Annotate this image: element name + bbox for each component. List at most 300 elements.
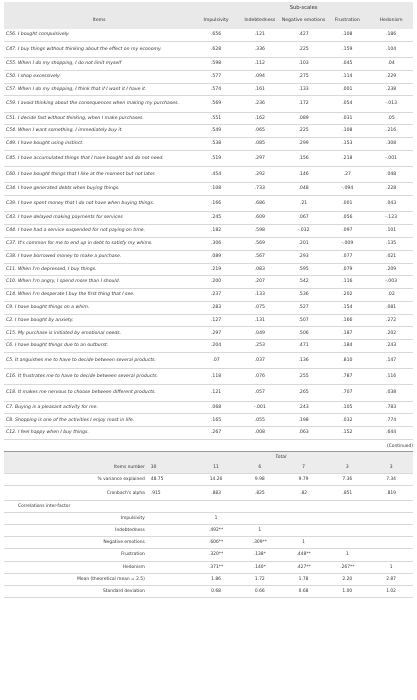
total-value <box>149 500 194 512</box>
loading-value: .161 <box>238 83 282 96</box>
column-header-frustration: Frustration <box>325 13 369 29</box>
loading-value: .207 <box>238 276 282 289</box>
table-row <box>4 369 413 385</box>
subscale-stat-value: .82 <box>282 486 326 500</box>
loading-value: .454 <box>194 167 238 183</box>
total-row <box>4 573 413 585</box>
subscale-stat-value: 0.68 <box>282 585 326 597</box>
loading-value: .519 <box>194 150 238 166</box>
subscale-stat-value <box>325 512 369 524</box>
table-row <box>4 353 413 369</box>
loading-value: .172 <box>282 96 326 112</box>
total-row <box>4 512 413 524</box>
loading-value: .055 <box>238 414 282 427</box>
table-row <box>4 196 413 212</box>
loading-value: .527 <box>282 301 326 314</box>
loading-value: .255 <box>282 369 326 385</box>
item-text: C60. I have bought things that I like at the moment but not later. <box>4 167 194 183</box>
loading-value: -.123 <box>369 212 413 225</box>
table-row <box>4 83 413 96</box>
table-row <box>4 150 413 166</box>
item-text: C2. I have bought by anxiety. <box>4 314 194 327</box>
loading-value: .146 <box>282 167 326 183</box>
total-row-label: Correlations inter-factor <box>4 500 149 512</box>
subscales-title: Sub-scales <box>194 2 413 13</box>
loading-value: .067 <box>282 212 326 225</box>
item-text: C14. When I'm desperate I buy the first thing that I see. <box>4 289 194 302</box>
loading-value: .243 <box>282 401 326 414</box>
subscale-stat-value: .448** <box>282 549 326 561</box>
subscale-stat-value: 1.86 <box>194 573 238 585</box>
loading-value: .032 <box>325 414 369 427</box>
loading-value: .008 <box>238 427 282 440</box>
column-header-negative-emotions: Negative emotions <box>282 13 326 29</box>
loading-value: .567 <box>238 250 282 263</box>
loading-value: .569 <box>238 237 282 250</box>
item-text: C43. I have delayed making payments for services <box>4 212 194 225</box>
item-text: C6. I have bought things due to an outburst. <box>4 340 194 353</box>
table-row <box>4 314 413 327</box>
item-text: C10. When I'm angry, I spend more than I should. <box>4 276 194 289</box>
loading-value: .243 <box>369 340 413 353</box>
loading-value: .159 <box>325 41 369 57</box>
loading-value: -.001 <box>238 401 282 414</box>
loading-value: .787 <box>325 369 369 385</box>
loading-value: .551 <box>194 112 238 125</box>
loading-value: .237 <box>194 289 238 302</box>
loading-value: .228 <box>369 183 413 196</box>
item-text: C16. It frustrates me to have to decide between several products. <box>4 369 194 385</box>
loading-value: .218 <box>325 150 369 166</box>
table-row <box>4 212 413 225</box>
item-text: C55. When I do my shopping, I do not limit myself <box>4 57 194 70</box>
table-row <box>4 340 413 353</box>
table-row <box>4 327 413 340</box>
total-row-label: Mean (theoretical mean = 2.5) <box>4 573 149 585</box>
loading-value: .810 <box>325 353 369 369</box>
loading-value: .04 <box>369 57 413 70</box>
loading-value: .097 <box>325 225 369 238</box>
item-text: C37. It's common for me to end up in debt to satisfy my whims. <box>4 237 194 250</box>
loading-value: .094 <box>238 70 282 83</box>
total-row <box>4 474 413 486</box>
table-row <box>4 70 413 83</box>
subscale-stat-value <box>282 512 326 524</box>
subscale-stat-value: .309** <box>238 537 282 549</box>
subscale-stat-value: .371** <box>194 561 238 573</box>
loading-value: .076 <box>238 369 282 385</box>
loading-value: .783 <box>369 401 413 414</box>
loading-value: .536 <box>282 289 326 302</box>
table-row <box>4 276 413 289</box>
subscale-stat-value: 9.98 <box>238 474 282 486</box>
table-row <box>4 237 413 250</box>
total-value: 48.75 <box>149 474 194 486</box>
item-text: C39. I have spent money that I do not have when buying things. <box>4 196 194 212</box>
total-header-row <box>4 452 413 462</box>
loading-value: .201 <box>282 237 326 250</box>
subscale-stat-value: 2.20 <box>325 573 369 585</box>
subscale-stat-value: .851 <box>325 486 369 500</box>
total-row <box>4 549 413 561</box>
item-text: C15. My purchase is initiated by emotional needs. <box>4 327 194 340</box>
table-row <box>4 427 413 440</box>
item-text: C50. I shop excessively. <box>4 70 194 83</box>
subscale-stat-value <box>282 500 326 512</box>
total-value <box>149 549 194 561</box>
total-row-label: Indebtedness <box>4 524 149 536</box>
total-row <box>4 500 413 512</box>
loading-value: .595 <box>282 263 326 276</box>
subscale-stat-value <box>369 524 413 536</box>
loading-value: .083 <box>238 263 282 276</box>
subscale-stat-value: .267** <box>325 561 369 573</box>
table-row <box>4 301 413 314</box>
subscale-stat-value <box>282 524 326 536</box>
table-row <box>4 401 413 414</box>
total-value <box>149 585 194 597</box>
loading-value: .065 <box>238 125 282 138</box>
loading-value: .048 <box>282 183 326 196</box>
loading-value: .471 <box>282 340 326 353</box>
loading-value: -.032 <box>282 225 326 238</box>
total-row-label: Frustration <box>4 549 149 561</box>
subscale-stat-value: .819 <box>369 486 413 500</box>
loading-value: .043 <box>369 196 413 212</box>
loading-value: .001 <box>325 196 369 212</box>
total-value <box>149 561 194 573</box>
subscale-stat-value: 1 <box>282 537 326 549</box>
subscale-stat-value: 1 <box>325 549 369 561</box>
loading-value: .131 <box>238 314 282 327</box>
loading-value: .219 <box>194 263 238 276</box>
total-value: 30 <box>149 462 194 474</box>
items-column-header: Items <box>4 13 194 29</box>
loading-value: .075 <box>238 301 282 314</box>
loading-value: .136 <box>282 353 326 369</box>
table-row <box>4 57 413 70</box>
loading-value: .152 <box>325 427 369 440</box>
total-row <box>4 585 413 597</box>
subscale-stat-value: 7.36 <box>325 474 369 486</box>
subscale-stat-value: 7 <box>282 462 326 474</box>
loading-value: .297 <box>238 150 282 166</box>
loading-value: .165 <box>194 414 238 427</box>
loading-value: -.009 <box>325 237 369 250</box>
loading-value: .105 <box>325 401 369 414</box>
loading-value: .299 <box>282 138 326 151</box>
item-text: C51. I decide fast without thinking, when I make purchases. <box>4 112 194 125</box>
loading-value: .121 <box>194 385 238 401</box>
subscale-stat-value <box>194 500 238 512</box>
subscale-stat-value: 3 <box>325 462 369 474</box>
table-row <box>4 125 413 138</box>
total-title: Total <box>149 452 413 462</box>
loading-value: .275 <box>282 70 326 83</box>
loading-value: .166 <box>325 314 369 327</box>
loading-value: .121 <box>238 29 282 41</box>
item-text: C54. When I want something, I immediately buy it <box>4 125 194 138</box>
loading-value: .135 <box>369 237 413 250</box>
loading-value: .542 <box>282 276 326 289</box>
factor-loadings-table <box>4 2 413 440</box>
item-text: C38. I have borrowed money to make a purchase. <box>4 250 194 263</box>
table-row <box>4 41 413 57</box>
loading-value: .049 <box>238 327 282 340</box>
loading-value: .104 <box>369 41 413 57</box>
loading-value: -.001 <box>369 150 413 166</box>
loadings-body <box>4 29 413 440</box>
total-row <box>4 561 413 573</box>
loading-value: .225 <box>282 125 326 138</box>
loading-value: .272 <box>369 314 413 327</box>
subscale-stat-value <box>325 537 369 549</box>
item-text: C47. I buy things without thinking about the effect on my economy. <box>4 41 194 57</box>
loading-value: .116 <box>369 369 413 385</box>
loading-value: .07 <box>194 353 238 369</box>
subscale-stat-value <box>369 500 413 512</box>
subscale-stat-value: 11 <box>194 462 238 474</box>
column-header-indebtedness: Indebtedness <box>238 13 282 29</box>
loading-value: .209 <box>369 263 413 276</box>
loading-value: .21 <box>282 196 326 212</box>
loading-value: .253 <box>238 340 282 353</box>
loading-value: .045 <box>325 57 369 70</box>
loading-value: .166 <box>194 196 238 212</box>
loading-value: .021 <box>369 250 413 263</box>
loading-value: .200 <box>194 276 238 289</box>
subscale-stat-value: 1.00 <box>325 585 369 597</box>
loading-value: .265 <box>282 385 326 401</box>
loading-value: .182 <box>194 225 238 238</box>
table-row <box>4 96 413 112</box>
loading-value: .147 <box>369 353 413 369</box>
total-row-label: Standard deviation <box>4 585 149 597</box>
loading-value: .112 <box>238 57 282 70</box>
loading-value: .245 <box>194 212 238 225</box>
continued-label: (Continued) <box>4 443 413 452</box>
loading-value: .037 <box>238 353 282 369</box>
loading-value: .114 <box>325 70 369 83</box>
table-row <box>4 225 413 238</box>
loading-value: .577 <box>194 70 238 83</box>
loading-value: .089 <box>282 112 326 125</box>
total-row-label: Cronbach's alpha <box>4 486 149 500</box>
item-text: C12. I feel happy when I buy things. <box>4 427 194 440</box>
loading-value: .336 <box>238 41 282 57</box>
item-text: C44. I have had a service suspended for not paying on time. <box>4 225 194 238</box>
item-text: C7. Buying is a pleasant activity for me. <box>4 401 194 414</box>
total-value <box>149 524 194 536</box>
loading-value: .656 <box>194 29 238 41</box>
loading-value: .292 <box>238 167 282 183</box>
loading-value: .108 <box>194 183 238 196</box>
loading-value: .598 <box>238 225 282 238</box>
loading-value: .707 <box>325 385 369 401</box>
subscale-stat-value: 3 <box>369 462 413 474</box>
loading-value: .506 <box>282 327 326 340</box>
loading-value: .048 <box>369 167 413 183</box>
loading-value: .598 <box>194 57 238 70</box>
loading-value: .293 <box>282 250 326 263</box>
table-row <box>4 29 413 41</box>
loading-value: .283 <box>194 301 238 314</box>
loading-value: .306 <box>194 237 238 250</box>
loading-value: .574 <box>194 83 238 96</box>
loading-value: .156 <box>282 150 326 166</box>
loading-value: .02 <box>369 289 413 302</box>
loading-value: .068 <box>194 401 238 414</box>
total-row-label: Negative emotions <box>4 537 149 549</box>
total-row <box>4 537 413 549</box>
loading-value: .202 <box>369 327 413 340</box>
total-value <box>149 573 194 585</box>
subscale-stat-value <box>238 512 282 524</box>
subscale-stat-value: .606** <box>194 537 238 549</box>
item-text: C9. I have bought things on a whim. <box>4 301 194 314</box>
loading-value: .204 <box>194 340 238 353</box>
total-row-label: % variance explained <box>4 474 149 486</box>
loading-value: .267 <box>194 427 238 440</box>
loading-value: .198 <box>282 414 326 427</box>
loading-value: .644 <box>369 427 413 440</box>
total-row <box>4 524 413 536</box>
total-row <box>4 486 413 500</box>
loading-value: .162 <box>238 112 282 125</box>
subscale-stat-value <box>325 524 369 536</box>
subscale-stat-value: .140* <box>238 561 282 573</box>
item-text: C59. I avoid thinking about the consequences when making my purchases. <box>4 96 194 112</box>
loading-value: .054 <box>325 96 369 112</box>
table-row <box>4 385 413 401</box>
column-header-hedonism: Hedonism <box>369 13 413 29</box>
item-text: C57. When I do my shopping, I think that if I want it I have it. <box>4 83 194 96</box>
loading-value: .154 <box>325 301 369 314</box>
loading-value: .153 <box>325 138 369 151</box>
loading-value: .308 <box>369 138 413 151</box>
subscale-stat-value: .138* <box>238 549 282 561</box>
loading-value: .038 <box>369 385 413 401</box>
item-text: C11. When I'm depressed, I buy things. <box>4 263 194 276</box>
table-row <box>4 414 413 427</box>
loading-value: .108 <box>325 125 369 138</box>
item-text: C49. I have bought using instinct. <box>4 138 194 151</box>
total-table <box>4 452 413 598</box>
subscale-stat-value <box>325 500 369 512</box>
loading-value: -.013 <box>369 96 413 112</box>
loading-value: .133 <box>238 289 282 302</box>
table-row <box>4 138 413 151</box>
subscale-stat-value: .320** <box>194 549 238 561</box>
table-row <box>4 289 413 302</box>
table-row <box>4 250 413 263</box>
loading-value: .103 <box>282 57 326 70</box>
loading-value: .063 <box>282 427 326 440</box>
loading-value: .127 <box>194 314 238 327</box>
loading-value: .081 <box>369 301 413 314</box>
loading-value: .108 <box>325 29 369 41</box>
loading-value: .085 <box>238 138 282 151</box>
subscale-stat-value <box>369 549 413 561</box>
loading-value: -.003 <box>369 276 413 289</box>
subscale-stat-value: 14.26 <box>194 474 238 486</box>
loading-value: .538 <box>194 138 238 151</box>
total-row <box>4 462 413 474</box>
loading-value: .686 <box>238 196 282 212</box>
subscale-stat-value: 6 <box>238 462 282 474</box>
loading-value: .116 <box>325 276 369 289</box>
subscale-stat-value: .427** <box>282 561 326 573</box>
item-text: C8. Shopping is one of the activities I enjoy most in life. <box>4 414 194 427</box>
loading-value: .236 <box>238 96 282 112</box>
loading-value: .079 <box>325 263 369 276</box>
table-row <box>4 183 413 196</box>
loading-value: .057 <box>238 385 282 401</box>
table-row <box>4 263 413 276</box>
total-value <box>149 537 194 549</box>
loading-value: .733 <box>238 183 282 196</box>
loading-value: .202 <box>325 289 369 302</box>
loading-value: .05 <box>369 112 413 125</box>
table-row <box>4 167 413 183</box>
loading-value: .225 <box>282 41 326 57</box>
column-header-row <box>4 13 413 29</box>
subscale-stat-value: .492** <box>194 524 238 536</box>
loading-value: .628 <box>194 41 238 57</box>
item-text: C18. It makes me nervous to choose between different products. <box>4 385 194 401</box>
loading-value: .133 <box>282 83 326 96</box>
loading-value: .089 <box>194 250 238 263</box>
loading-value: .774 <box>369 414 413 427</box>
item-text: C34. I have generated debts when buying things. <box>4 183 194 196</box>
subscale-stat-value: .883 <box>194 486 238 500</box>
loading-value: .507 <box>282 314 326 327</box>
subscale-stat-value: 1.02 <box>369 585 413 597</box>
loading-value: .609 <box>238 212 282 225</box>
total-row-label: Impulsivity <box>4 512 149 524</box>
loading-value: .031 <box>325 112 369 125</box>
subscale-stat-value <box>369 512 413 524</box>
total-row-label: Hedonism <box>4 561 149 573</box>
loading-value: .187 <box>325 327 369 340</box>
subscales-header-row <box>4 2 413 13</box>
total-row-label: Items number <box>4 462 149 474</box>
subscale-stat-value: 0.68 <box>194 585 238 597</box>
loading-value: .549 <box>194 125 238 138</box>
subscale-stat-value <box>238 500 282 512</box>
subscale-stat-value: 9.79 <box>282 474 326 486</box>
loading-value: .101 <box>369 225 413 238</box>
loading-value: .186 <box>369 29 413 41</box>
loading-value: .238 <box>369 83 413 96</box>
total-value: .915 <box>149 486 194 500</box>
subscale-stat-value: 1 <box>238 524 282 536</box>
loading-value: .229 <box>369 70 413 83</box>
item-text: C56. I bought compulsively. <box>4 29 194 41</box>
subscale-stat-value: 7.34 <box>369 474 413 486</box>
loading-value: .569 <box>194 96 238 112</box>
loading-value: .001 <box>325 83 369 96</box>
loading-value: .216 <box>369 125 413 138</box>
total-value <box>149 512 194 524</box>
loading-value: .056 <box>325 212 369 225</box>
table-row <box>4 112 413 125</box>
subscale-stat-value: 1.72 <box>238 573 282 585</box>
loading-value: .118 <box>194 369 238 385</box>
subscale-stat-value: 1 <box>194 512 238 524</box>
total-body <box>4 462 413 598</box>
subscale-stat-value: .825 <box>238 486 282 500</box>
